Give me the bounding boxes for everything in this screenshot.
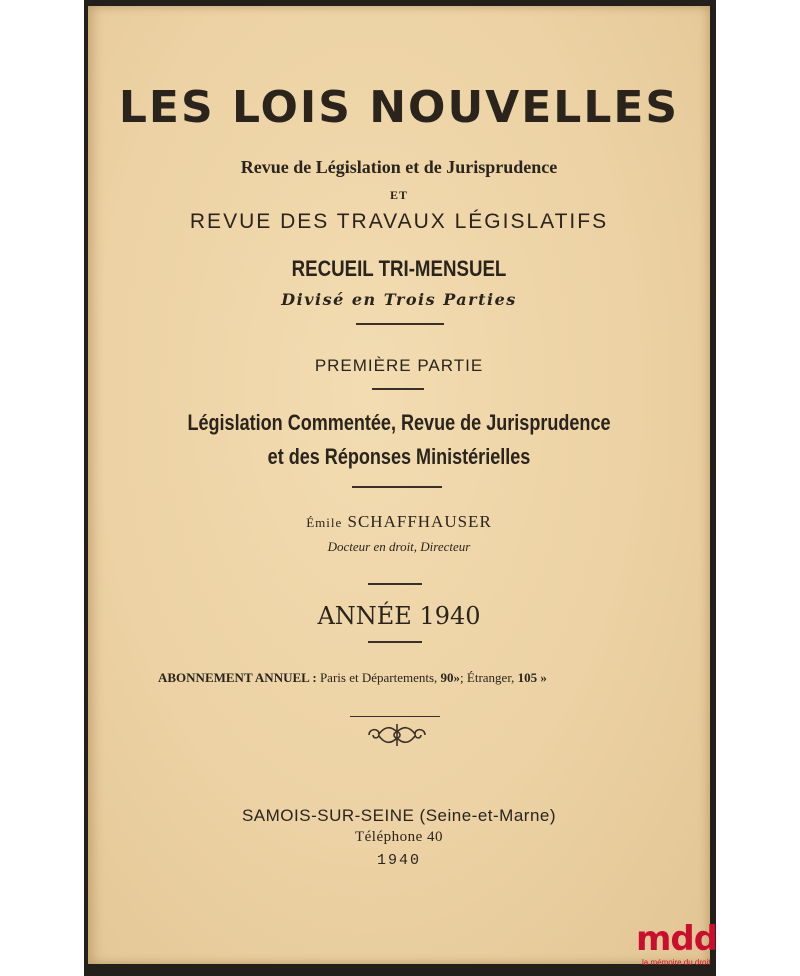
telephone: Téléphone 40 <box>354 829 444 845</box>
part-title-line-1: Législation Commentée, Revue de Jurisprudence <box>187 410 611 435</box>
subscription-paris: Paris et Départements, <box>319 670 438 685</box>
ornament-icon <box>365 720 429 750</box>
divider-rule <box>372 388 424 390</box>
author-first-name: Émile <box>306 515 343 530</box>
subscription-abroad-price: 105 » <box>517 670 547 685</box>
subscription-label: ABONNEMENT ANNUEL : <box>158 670 317 685</box>
author-role: Docteur en droit, Directeur <box>327 539 471 554</box>
logo-mark: mdd <box>636 919 718 959</box>
subscription-abroad: Étranger, <box>466 670 515 685</box>
journal-subtitle-2: REVUE DES TRAVAUX LÉGISLATIFS <box>189 210 609 233</box>
conjunction-et: ET <box>389 188 408 202</box>
journal-title: LES LOIS NOUVELLES <box>118 82 680 133</box>
title-page <box>88 6 710 964</box>
subscription-info <box>158 670 718 686</box>
divider-rule <box>368 641 422 643</box>
journal-subtitle: Revue de Législation et de Jurisprudence <box>240 157 558 177</box>
part-title-line-2: et des Réponses Ministérielles <box>267 444 531 469</box>
logo-tagline: la mémoire du droit <box>642 958 711 967</box>
watermark-logo <box>636 919 724 968</box>
volume-year: ANNÉE 1940 <box>317 602 481 630</box>
publisher-place: SAMOIS-SUR-SEINE (Seine-et-Marne) <box>241 806 557 825</box>
frequency-label: RECUEIL TRI-MENSUEL <box>291 256 507 281</box>
author-last-name: SCHAFFHAUSER <box>347 512 492 531</box>
publication-year: 1940 <box>376 852 421 869</box>
division-label: Divisé en Trois Parties <box>281 290 517 309</box>
divider-rule <box>352 486 442 488</box>
ornament-rule <box>350 716 440 717</box>
part-heading: PREMIÈRE PARTIE <box>314 356 484 375</box>
divider-rule <box>356 323 444 325</box>
subscription-separator: ; <box>460 670 464 685</box>
author-name <box>88 512 710 532</box>
subscription-paris-price: 90» <box>440 670 461 685</box>
divider-rule <box>368 583 422 585</box>
